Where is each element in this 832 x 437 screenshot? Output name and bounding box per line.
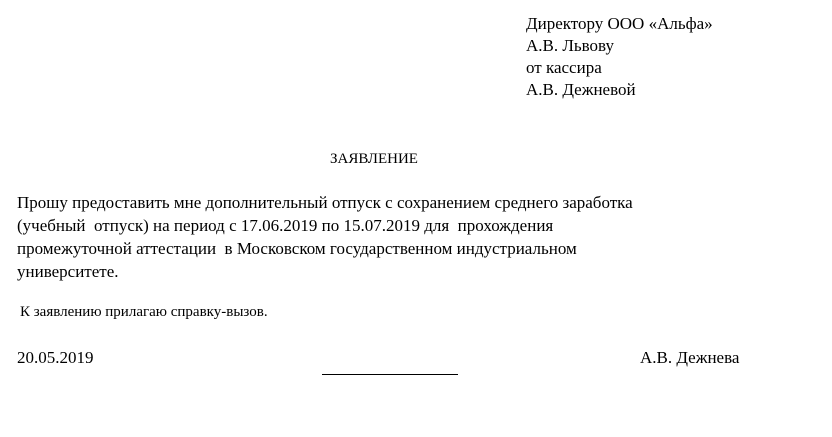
addressee-line: А.В. Львову: [526, 36, 615, 55]
addressee-line: А.В. Дежневой: [526, 80, 636, 99]
addressee-line: Директору ООО «Альфа»: [526, 14, 713, 33]
body-line: Прошу предоставить мне дополнительный отпуск с сохранением среднего заработка: [17, 193, 633, 212]
request-body: [17, 191, 633, 283]
document-title: ЗАЯВЛЕНИЕ: [330, 151, 418, 167]
signer-name: А.В. Дежнева: [640, 348, 740, 367]
addressee-block: [526, 13, 713, 101]
body-line: (учебный отпуск) на период с 17.06.2019 по 15.07.2019 для прохождения: [17, 216, 554, 235]
document-date: 20.05.2019: [17, 348, 94, 367]
attachment-note: К заявлению прилагаю справку-вызов.: [20, 304, 268, 320]
signature-line: [322, 374, 458, 375]
body-line: промежуточной аттестации в Московском государственном индустриальном: [17, 239, 577, 258]
body-line: университете.: [17, 262, 119, 281]
addressee-line: от кассира: [526, 58, 602, 77]
